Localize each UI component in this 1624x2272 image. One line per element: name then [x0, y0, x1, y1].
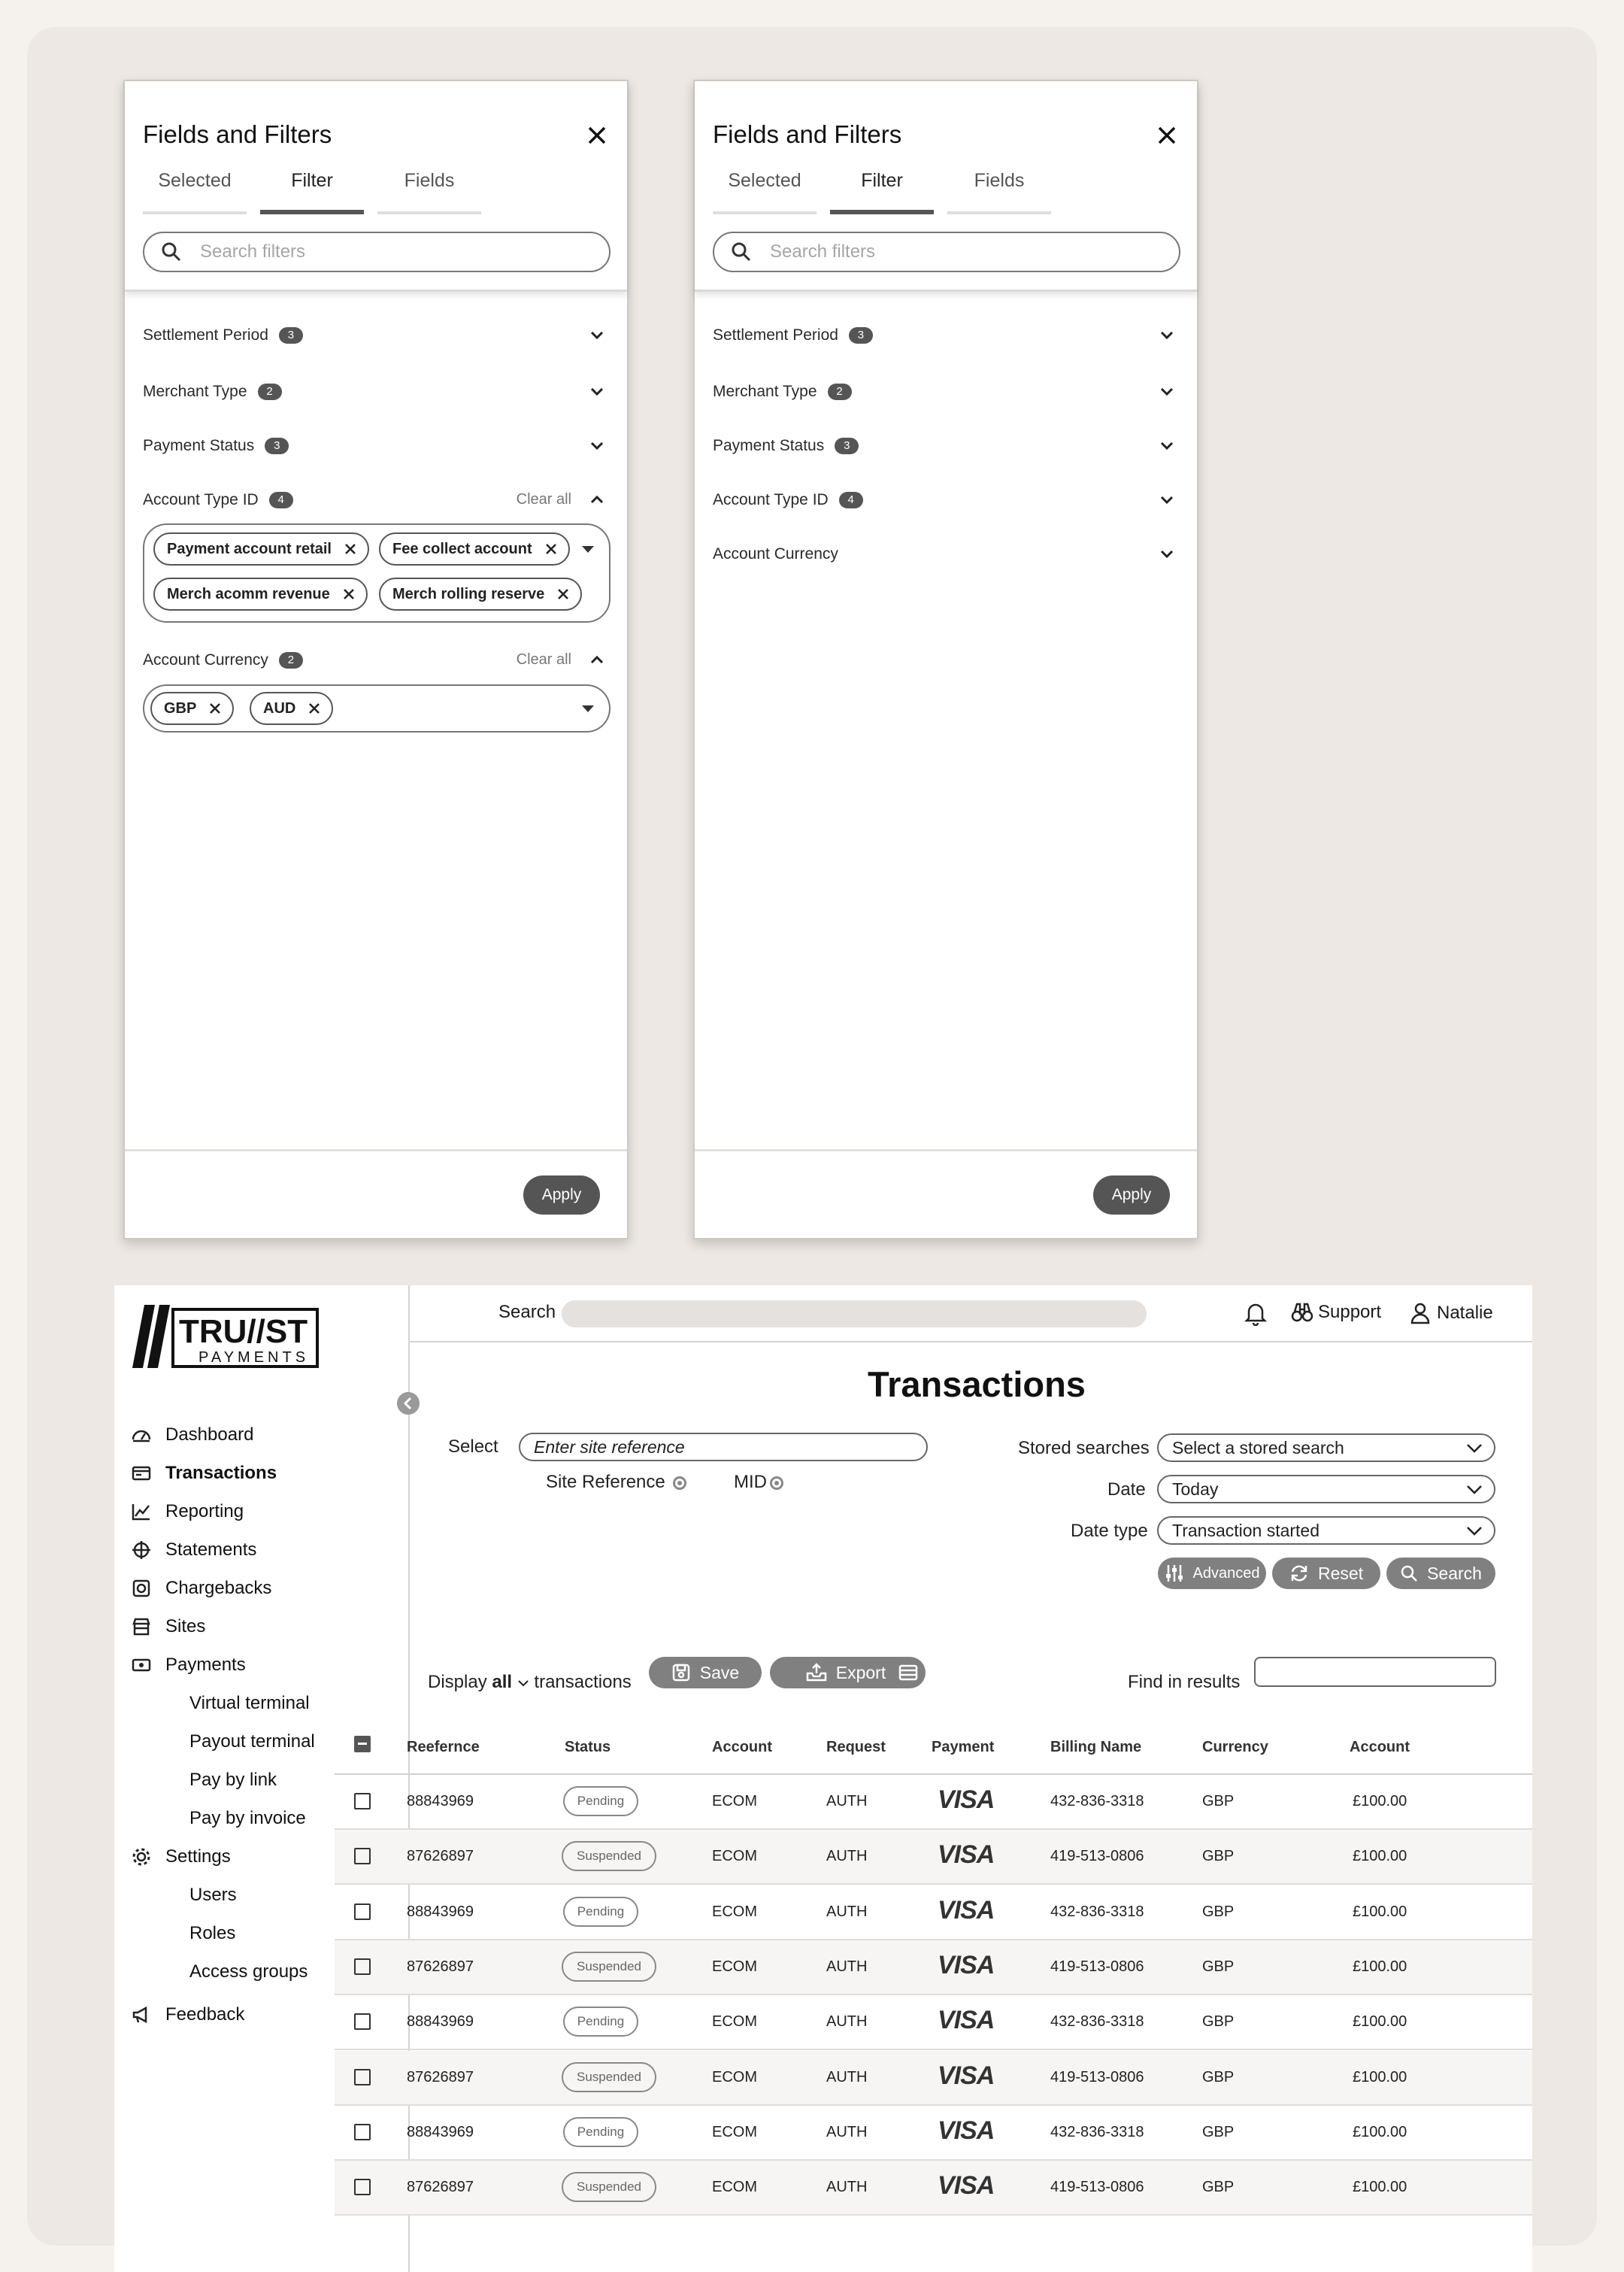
nav-roles[interactable] [189, 1923, 235, 1944]
logo-brand: TRU//ST [179, 1313, 308, 1350]
cell-currency: GBP [1202, 1793, 1235, 1809]
chip-label: Merch acomm revenue [167, 585, 330, 602]
date-label: Date [1107, 1479, 1146, 1500]
user-menu[interactable] [1410, 1302, 1493, 1324]
logo-sub: PAYMENTS [198, 1349, 310, 1366]
nav-label: Pay by link [189, 1770, 277, 1790]
panel-header [125, 81, 627, 292]
nav-label: Dashboard [165, 1424, 254, 1445]
chevron-down-icon[interactable] [588, 326, 606, 344]
row-checkbox[interactable] [354, 2069, 371, 2085]
cell-reference: 88843969 [407, 2013, 474, 2031]
panel-title: Fields and Filters [713, 120, 902, 148]
tab-filter[interactable]: Filter [830, 170, 934, 214]
cell-account: ECOM [712, 1958, 757, 1975]
status-badge: Pending [563, 2117, 638, 2147]
nav-dashboard[interactable] [131, 1424, 253, 1445]
remove-icon[interactable] [556, 587, 570, 601]
radio-label: Site Reference [546, 1472, 665, 1492]
chevron-down-icon [1465, 1524, 1483, 1539]
filter-label: Merchant Type [143, 383, 247, 400]
visa-logo: VISA [938, 1895, 995, 1925]
search-label: Search [1427, 1563, 1482, 1583]
table-row[interactable] [335, 1885, 1532, 1940]
panel-header [695, 81, 1197, 292]
cell-currency: GBP [1202, 1903, 1235, 1920]
chip-label: AUD [263, 699, 296, 717]
visa-logo: VISA [938, 2006, 995, 2035]
filter-group-settlement-period[interactable] [713, 320, 1179, 350]
row-checkbox[interactable] [354, 1793, 371, 1809]
remove-icon[interactable] [208, 702, 222, 715]
count-badge: 2 [828, 384, 852, 400]
chip-aud[interactable] [250, 692, 333, 725]
site-reference-input[interactable]: Enter site reference [519, 1433, 928, 1461]
nav-payout-terminal[interactable] [189, 1731, 315, 1752]
cell-account: ECOM [712, 1793, 757, 1809]
nav-label: Chargebacks [165, 1578, 272, 1598]
user-icon [1410, 1302, 1431, 1324]
chevron-down-icon[interactable] [1158, 326, 1176, 344]
chip-payment-account-retail[interactable] [153, 532, 369, 566]
cell-amount: £100.00 [1353, 1793, 1407, 1809]
status-badge: Pending [563, 1786, 638, 1816]
gear-icon [131, 1846, 152, 1867]
nav-label: Access groups [189, 1961, 308, 1982]
cell-currency: GBP [1202, 2123, 1235, 2140]
reset-button[interactable] [1272, 1558, 1380, 1589]
date-type-value: Transaction started [1172, 1521, 1320, 1540]
filter-label: Account Currency [143, 651, 268, 669]
dashboard-icon [131, 1424, 152, 1445]
table-columns-icon [898, 1664, 918, 1682]
status-badge: Suspended [562, 1952, 656, 1982]
chip-fee-collect-account[interactable] [379, 532, 570, 566]
cell-account: ECOM [712, 2013, 757, 2031]
cell-amount: £100.00 [1353, 1958, 1407, 1975]
nav-label: Payout terminal [189, 1731, 315, 1752]
nav-label: Pay by invoice [189, 1808, 306, 1828]
count-badge: 4 [839, 492, 863, 508]
count-badge: 4 [269, 492, 293, 508]
search-filters-input[interactable] [713, 232, 1180, 272]
search-icon [1400, 1564, 1418, 1582]
chip-label: Payment account retail [167, 540, 332, 557]
sites-icon [131, 1616, 152, 1637]
collapse-sidebar-icon[interactable] [397, 1392, 420, 1415]
tab-fields[interactable]: Fields [377, 170, 481, 214]
cell-request: AUTH [826, 1793, 868, 1809]
nav-label: Payments [165, 1655, 246, 1675]
cell-billing-name: 432-836-3318 [1050, 2123, 1144, 2140]
date-select[interactable] [1157, 1475, 1495, 1503]
global-search-input[interactable] [562, 1300, 1147, 1327]
export-label: Export [835, 1662, 886, 1682]
panel-footer [125, 1149, 627, 1239]
filter-label: Settlement Period [713, 326, 838, 344]
tab-selected[interactable]: Selected [713, 170, 817, 214]
support-link[interactable] [1291, 1302, 1381, 1323]
chevron-down-icon[interactable] [1158, 545, 1176, 563]
filter-label: Account Type ID [713, 491, 829, 508]
cell-account: ECOM [712, 1903, 757, 1920]
cell-amount: £100.00 [1353, 2013, 1407, 2031]
nav-access-groups[interactable] [189, 1961, 308, 1982]
col-account[interactable]: Account [712, 1739, 772, 1755]
filters-panel-expanded [123, 80, 629, 1239]
status-badge: Suspended [562, 2172, 656, 2202]
count-badge: 2 [258, 384, 282, 400]
cell-currency: GBP [1202, 2179, 1235, 2196]
cell-reference: 87626897 [407, 2179, 474, 2196]
filters-panel-collapsed [693, 80, 1198, 1239]
cell-currency: GBP [1202, 2013, 1235, 2031]
panel-footer [695, 1149, 1197, 1239]
table-row[interactable] [335, 2161, 1532, 2216]
clear-all-link[interactable]: Clear all [516, 491, 571, 508]
filter-label: Payment Status [143, 437, 255, 454]
chip-gbp[interactable] [150, 692, 234, 725]
row-checkbox[interactable] [354, 1958, 371, 1975]
page-title: Transactions [868, 1364, 1086, 1404]
cell-amount: £100.00 [1353, 2068, 1407, 2085]
nav-label: Sites [165, 1616, 206, 1637]
cell-amount: £100.00 [1353, 2179, 1407, 2196]
dropdown-caret-icon[interactable] [582, 705, 594, 712]
filter-group-merchant-type[interactable] [713, 377, 1179, 407]
visa-logo: VISA [938, 1840, 995, 1870]
chip-label: GBP [164, 699, 197, 717]
search-button[interactable] [1386, 1558, 1495, 1589]
nav-label: Virtual terminal [189, 1693, 310, 1713]
table-header [335, 1715, 1532, 1775]
cell-billing-name: 432-836-3318 [1050, 2013, 1144, 2031]
nav-statements[interactable] [131, 1539, 256, 1561]
cell-reference: 88843969 [407, 1793, 474, 1809]
nav-reporting[interactable] [131, 1501, 244, 1522]
account-currency-multiselect[interactable] [143, 684, 611, 733]
cell-currency: GBP [1202, 1958, 1235, 1975]
cell-billing-name: 419-513-0806 [1050, 1848, 1144, 1865]
filter-group-account-currency[interactable] [143, 645, 609, 675]
stored-search-value: Select a stored search [1172, 1438, 1344, 1458]
chevron-down-icon[interactable] [588, 437, 606, 455]
cell-amount: £100.00 [1353, 2123, 1407, 2140]
row-checkbox[interactable] [354, 2124, 371, 2140]
cell-account: ECOM [712, 2179, 757, 2196]
search-filters-input[interactable] [143, 232, 611, 272]
radio-site-reference[interactable] [546, 1472, 686, 1493]
chevron-down-icon [1465, 1482, 1483, 1497]
count-badge: 2 [279, 652, 303, 669]
table-row[interactable] [335, 1940, 1532, 1995]
chip-merch-rolling-reserve[interactable] [379, 578, 582, 611]
cell-billing-name: 432-836-3318 [1050, 1903, 1144, 1920]
chevron-down-icon [517, 1679, 529, 1688]
display-selector[interactable] [428, 1672, 632, 1693]
filter-group-account-type-id[interactable] [713, 485, 1179, 515]
cell-request: AUTH [826, 1903, 868, 1920]
table-row[interactable] [335, 1995, 1532, 2050]
cell-reference: 88843969 [407, 2123, 474, 2140]
cell-reference: 87626897 [407, 1958, 474, 1975]
chip-label: Fee collect account [392, 540, 532, 557]
stored-search-select[interactable] [1157, 1433, 1495, 1462]
filter-group-account-type-id[interactable] [143, 485, 609, 515]
chevron-up-icon[interactable] [588, 651, 606, 669]
nav-label: Statements [165, 1539, 257, 1560]
payments-icon [131, 1655, 152, 1676]
display-pre: Display [428, 1672, 487, 1692]
support-label: Support [1318, 1302, 1382, 1322]
date-value: Today [1172, 1479, 1219, 1499]
tab-fields[interactable]: Fields [947, 170, 1051, 214]
close-icon[interactable] [586, 125, 607, 146]
nav-users[interactable] [189, 1885, 237, 1906]
user-name: Natalie [1437, 1303, 1493, 1323]
radio-icon [770, 1476, 783, 1490]
nav-label: Users [189, 1885, 237, 1905]
export-icon [806, 1663, 827, 1682]
col-request[interactable]: Request [826, 1739, 886, 1755]
chevron-up-icon[interactable] [588, 491, 606, 509]
date-type-select[interactable] [1157, 1516, 1495, 1545]
search-placeholder: Search filters [770, 241, 876, 262]
nav-transactions[interactable] [131, 1463, 277, 1484]
visa-logo: VISA [938, 1950, 995, 1979]
cell-billing-name: 419-513-0806 [1050, 1958, 1144, 1975]
radio-mid[interactable] [734, 1472, 783, 1493]
cell-request: AUTH [826, 2123, 868, 2140]
count-badge: 3 [279, 327, 303, 344]
nav-sites[interactable] [131, 1616, 205, 1637]
cell-amount: £100.00 [1353, 1903, 1407, 1920]
col-reference[interactable]: Reefernce [407, 1739, 480, 1755]
cell-request: AUTH [826, 1958, 868, 1975]
reporting-icon [131, 1501, 152, 1522]
panel-title: Fields and Filters [143, 120, 332, 148]
search-icon [731, 241, 752, 262]
cell-request: AUTH [826, 2013, 868, 2031]
binoculars-icon [1291, 1302, 1313, 1323]
chevron-down-icon[interactable] [1158, 383, 1176, 401]
nav-label: Roles [189, 1923, 236, 1943]
reset-label: Reset [1317, 1563, 1364, 1583]
chevron-down-icon[interactable] [1158, 491, 1176, 509]
chip-merch-acomm-revenue[interactable] [153, 578, 368, 611]
cell-request: AUTH [826, 1848, 868, 1865]
cell-reference: 87626897 [407, 1848, 474, 1865]
visa-logo: VISA [938, 2171, 995, 2201]
display-all: all [492, 1672, 513, 1692]
clear-all-link[interactable]: Clear all [516, 651, 571, 668]
chevron-down-icon[interactable] [1158, 437, 1176, 455]
filter-group-account-currency[interactable] [713, 539, 1179, 569]
status-badge: Suspended [562, 1841, 656, 1871]
nav-label: Settings [165, 1846, 231, 1867]
visa-logo: VISA [938, 1785, 995, 1814]
count-badge: 3 [835, 438, 859, 454]
status-badge: Suspended [562, 2062, 656, 2092]
refresh-icon [1289, 1564, 1309, 1583]
find-in-results-input[interactable] [1254, 1657, 1496, 1687]
nav-label: Feedback [165, 2004, 245, 2025]
panel-tabs [713, 170, 1051, 214]
close-icon[interactable] [1156, 125, 1177, 146]
filter-label: Account Type ID [143, 491, 259, 508]
nav-feedback[interactable] [131, 2004, 244, 2025]
megaphone-icon [131, 2004, 152, 2025]
filter-group-payment-status[interactable] [143, 431, 609, 461]
remove-icon[interactable] [344, 542, 357, 556]
cell-request: AUTH [826, 2068, 868, 2085]
trust-payments-logo[interactable] [129, 1299, 325, 1374]
remove-icon[interactable] [544, 542, 558, 556]
statements-icon [131, 1539, 152, 1561]
display-post: transactions [534, 1672, 632, 1692]
cell-billing-name: 419-513-0806 [1050, 2068, 1144, 2085]
select-label: Select [448, 1436, 498, 1457]
cell-currency: GBP [1202, 1848, 1235, 1865]
chevron-down-icon[interactable] [588, 383, 606, 401]
apply-button[interactable]: Apply [523, 1175, 600, 1215]
filter-group-settlement-period[interactable] [143, 320, 609, 350]
find-in-results-label: Find in results [1128, 1672, 1241, 1692]
nav-label: Transactions [165, 1463, 277, 1483]
account-type-multiselect[interactable] [143, 523, 611, 623]
remove-icon[interactable] [342, 587, 356, 601]
visa-logo: VISA [938, 2061, 995, 2090]
tab-filter[interactable]: Filter [260, 170, 364, 214]
table-row[interactable] [335, 2106, 1532, 2161]
cell-billing-name: 432-836-3318 [1050, 1793, 1144, 1809]
save-button[interactable] [649, 1657, 762, 1688]
row-checkbox[interactable] [354, 2179, 371, 2195]
nav-payments[interactable] [131, 1655, 246, 1676]
sliders-icon [1165, 1564, 1184, 1583]
columns-button[interactable] [891, 1657, 926, 1688]
count-badge: 3 [849, 327, 873, 344]
cell-reference: 87626897 [407, 2068, 474, 2085]
nav-settings[interactable] [131, 1846, 231, 1867]
row-checkbox[interactable] [354, 2013, 371, 2030]
cell-reference: 88843969 [407, 1903, 474, 1920]
radio-icon [673, 1476, 686, 1490]
col-currency[interactable]: Currency [1202, 1739, 1268, 1755]
chip-label: Merch rolling reserve [392, 585, 545, 602]
tab-selected[interactable]: Selected [143, 170, 247, 214]
advanced-label: Advanced [1192, 1564, 1260, 1582]
chevron-down-icon [1465, 1441, 1483, 1456]
cell-account: ECOM [712, 2068, 757, 2085]
save-icon [671, 1663, 691, 1682]
row-checkbox[interactable] [354, 1903, 371, 1920]
bell-icon[interactable] [1244, 1302, 1267, 1326]
nav-label: Reporting [165, 1501, 244, 1521]
nav-chargebacks[interactable] [131, 1578, 271, 1599]
count-badge: 3 [265, 438, 289, 454]
chargebacks-icon [131, 1578, 152, 1599]
stored-searches-label: Stored searches [1018, 1438, 1150, 1458]
search-icon [161, 241, 182, 262]
cell-billing-name: 419-513-0806 [1050, 2179, 1144, 2196]
visa-logo: VISA [938, 2116, 995, 2145]
status-badge: Pending [563, 1897, 638, 1927]
cell-account: ECOM [712, 2123, 757, 2140]
filter-label: Payment Status [713, 437, 825, 454]
apply-button[interactable]: Apply [1093, 1175, 1170, 1215]
filter-label: Account Currency [713, 545, 838, 563]
filter-group-merchant-type[interactable] [143, 377, 609, 407]
search-placeholder: Search filters [200, 241, 306, 262]
table-row[interactable] [335, 2051, 1532, 2106]
save-label: Save [699, 1662, 740, 1682]
nav-virtual-terminal[interactable] [189, 1693, 310, 1714]
panel-tabs [143, 170, 481, 214]
filter-label: Merchant Type [713, 383, 817, 400]
filter-label: Settlement Period [143, 326, 268, 344]
global-search-label: Search [498, 1302, 556, 1322]
cell-amount: £100.00 [1353, 1848, 1407, 1865]
cell-account: ECOM [712, 1848, 757, 1865]
cell-request: AUTH [826, 2179, 868, 2196]
row-checkbox[interactable] [354, 1848, 371, 1864]
cell-currency: GBP [1202, 2068, 1235, 2085]
remove-icon[interactable] [308, 702, 321, 715]
nav-pay-by-link[interactable] [189, 1770, 277, 1791]
radio-label: MID [734, 1472, 767, 1492]
dropdown-caret-icon[interactable] [582, 546, 594, 553]
nav-pay-by-invoice[interactable] [189, 1808, 306, 1829]
table-row[interactable] [335, 1775, 1532, 1830]
date-type-label: Date type [1071, 1521, 1148, 1541]
advanced-button[interactable] [1158, 1558, 1266, 1589]
top-bar [410, 1285, 1532, 1342]
status-badge: Pending [563, 2007, 638, 2037]
transactions-icon [131, 1463, 152, 1484]
col-account-amount[interactable]: Account [1350, 1739, 1410, 1755]
table-row[interactable] [335, 1830, 1532, 1885]
col-status[interactable]: Status [565, 1739, 611, 1755]
col-billing-name[interactable]: Billing Name [1050, 1739, 1142, 1755]
filter-group-payment-status[interactable] [713, 431, 1179, 461]
select-all-checkbox[interactable] [354, 1736, 371, 1752]
col-payment[interactable]: Payment [932, 1739, 995, 1755]
